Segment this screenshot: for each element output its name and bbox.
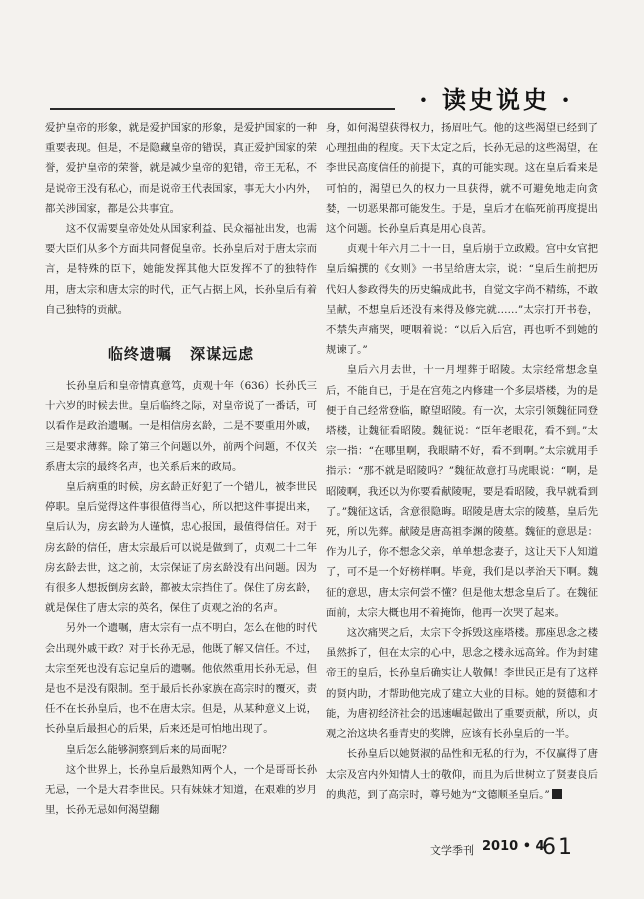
right-column — [326, 118, 598, 805]
left-column — [45, 118, 317, 821]
paragraph: 长孙皇后和皇帝情真意笃，贞观十年（636）长孙氏三十六岁的时候去世。皇后临终之际，对皇帝说了一番话，可以看作是政治遗嘱。一是相信房玄龄，二是不要重用外戚，三是要求薄葬。除了第三个问题以外，前两个问题，不仅关系唐太宗的最终名声，也关系后来的政局。 — [45, 380, 317, 473]
subsection-heading-part: 深谋远虑 — [190, 345, 255, 364]
paragraph: 这不仅需要皇帝处处从国家利益、民众福祉出发，也需要大臣们从多个方面共同督促皇帝。长孙皇后对于唐太宗而言，是特殊的臣下，她能发挥其他大臣发挥不了的独特作用，唐太宗和唐太宗的时代，正气占据上风，长孙皇后有着自己独特的贡献。 — [45, 223, 317, 316]
issue-number: 2010 • 4 — [482, 839, 545, 854]
end-mark-icon — [552, 789, 562, 799]
paragraph: 身，如何渴望获得权力，扬眉吐气。他的这些渴望已经到了心理扭曲的程度。天下太定之后，长孙无忌的这些渴望，在李世民高度信任的前提下，真的可能实现。这在皇后看来是可怕的，渴望已久的权力一旦获得，就不可避免地走向贪婪，一切恶果都可能发生。于是，皇后才在临死前再度提出这个问题。长孙皇后真是用心良苦。 — [326, 122, 598, 236]
paragraph: 爱护皇帝的形象，就是爱护国家的形象，是爱护国家的一种重要表现。但是，不是隐藏皇帝的错误，真正爱护国家的荣誉，爱护皇帝的荣誉，就是减少皇帝的犯错，帝王无私，不是说帝王没有私心，而是说帝王代表国家，事无大小内外，都关涉国家，都是公共事宜。 — [45, 122, 317, 215]
paragraph: 另外一个遗嘱，唐太宗有一点不明白，怎么在他的时代会出现外戚干政？对于长孙无忌，他既了解又信任。不过，太宗至死也没有忘记皇后的遗嘱。他依然重用长孙无忌，但是也不是没有限制。至于最后长孙家族在高宗时的覆灭，责任不在长孙皇后，也不在唐太宗。但是，从某种意义上说，长孙皇后最担心的后果，后来还是可怕地出现了。 — [45, 622, 317, 736]
page-footer — [430, 836, 600, 860]
paragraph: 这次痛哭之后，太宗下令拆毁这座塔楼。那座思念之楼虽然拆了，但在太宗的心中，思念之楼永远高耸。作为封建帝王的皇后，长孙皇后确实让人敬佩！李世民正是有了这样的贤内助，才帮助他完成了建立大业的目标。她的贤德和才能，为唐初经济社会的迅速崛起做出了重要贡献，所以，贞观之治这块名垂青史的奖牌，应该有长孙皇后的一半。 — [326, 627, 598, 741]
subsection-heading — [45, 342, 317, 366]
journal-name: 文学季刊 — [430, 844, 474, 857]
paragraph: 皇后病重的时候，房玄龄正好犯了一个错儿，被李世民停职。皇后觉得这件事很值得当心，所以把这件事提出来，皇后认为，房玄龄为人谨慎，忠心报国，最值得信任。对于房玄龄的信任，唐太宗最后可以说是做到了，贞观二十二年房玄龄去世，这之前，太宗保证了房玄龄没有出问题。因为有很多人想扳倒房玄龄，都被太宗挡住了。保住了房玄龄，就是保住了唐太宗的英名，保住了贞观之治的名声。 — [45, 481, 317, 615]
closing-paragraph — [326, 744, 598, 805]
paragraph-text: 长孙皇后以她贤淑的品性和无私的行为，不仅赢得了唐太宗及宫内外知情人士的敬仰，而且为后世树立了贤妻良后的典范，到了高宗时，尊号她为“文德顺圣皇后。” — [326, 748, 598, 801]
paragraph: 贞观十年六月二十一日，皇后崩于立政殿。宫中女官把皇后编撰的《女则》一书呈给唐太宗，说：“皇后生前把历代妇人参政得失的历史编成此书，自觉文字尚不精练，不敢呈献，不想皇后还没有来得及修完就……”太宗打开书卷，不禁失声痛哭，哽咽着说：“以后入后宫，再也听不到她的规谏了。” — [326, 243, 598, 357]
section-title: · 读史说史 · — [419, 85, 573, 114]
page-number: 61 — [542, 835, 574, 860]
paragraph: 皇后怎么能够洞察到后来的局面呢？ — [65, 743, 233, 756]
paragraph: 这个世界上，长孙皇后最熟知两个人，一个是哥哥长孙无忌，一个是大君李世民。只有妹妹才知道，在艰难的岁月里，长孙无忌如何渴望翻 — [45, 763, 317, 817]
paragraph: 皇后六月去世，十一月埋葬于昭陵。太宗经常想念皇后，不能自已，于是在宫苑之内修建一个多层塔楼，为的是便于自己经常登临，瞭望昭陵。有一次，太宗引领魏征同登塔楼，让魏征看昭陵。魏征说：“臣年老眼花，看不到。”太宗一指：“在哪里啊，我眼睛不好，看不到啊。”太宗就用手指示：“那不就是昭陵吗？”魏征故意打马虎眼说：“啊，是昭陵啊，我还以为你要看献陵呢，要是看昭陵，我早就看到了。”魏征这话，含意很隐晦。昭陵是唐太宗的陵墓，皇后先死，所以先葬。献陵是唐高祖李渊的陵墓。魏征的意思是：作为儿子，你不想念父亲，单单想念妻子，这让天下人知道了，可不是一个好榜样啊。毕竟，我们是以孝治天下啊。魏征的意思，唐太宗何尝不懂？但是他太想念皇后了。在魏征面前，太宗大概也用不着掩饰，他再一次哭了起来。 — [326, 364, 598, 619]
subsection-heading-part: 临终遗嘱 — [107, 345, 172, 364]
